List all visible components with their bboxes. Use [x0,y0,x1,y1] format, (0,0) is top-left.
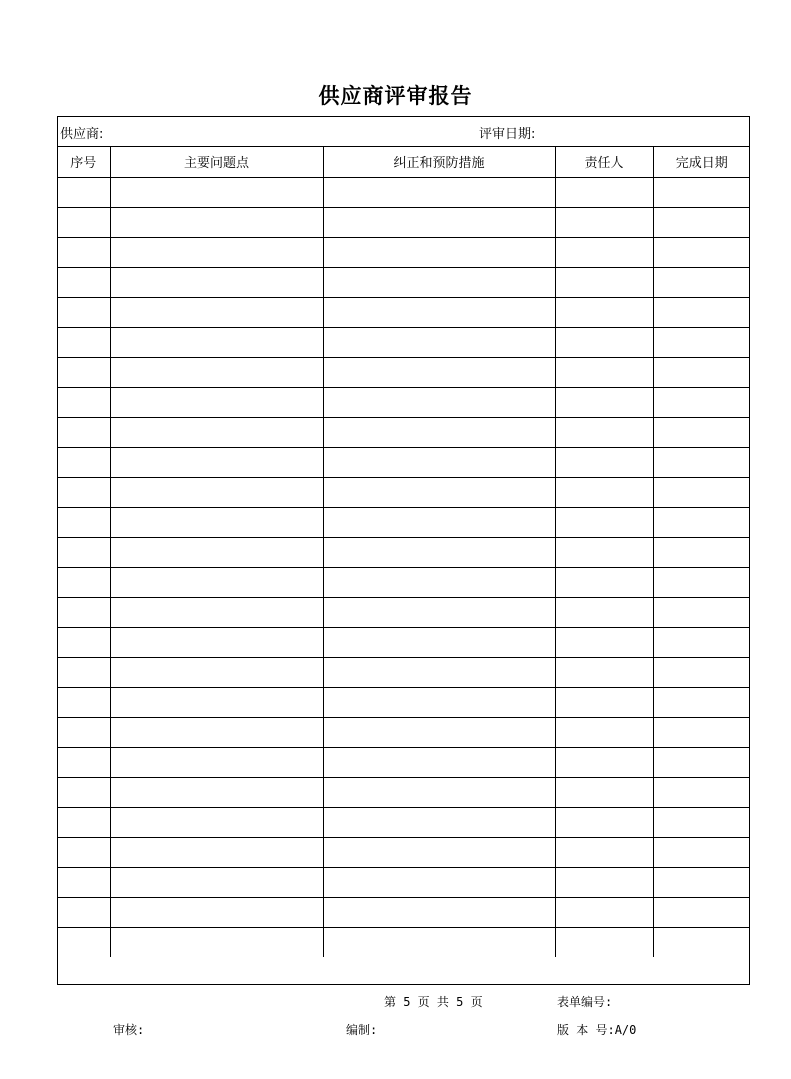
cell-responsible[interactable] [555,567,653,597]
cell-completion-date[interactable] [653,417,750,447]
cell-seq[interactable] [57,657,110,687]
cell-completion-date[interactable] [653,807,750,837]
cell-seq[interactable] [57,897,110,927]
cell-seq[interactable] [57,477,110,507]
cell-main-issue[interactable] [110,237,323,267]
table-row [57,417,750,447]
cell-corrective-action[interactable] [323,747,555,777]
cell-completion-date[interactable] [653,357,750,387]
version-label-text: 版 本 号: [557,1023,615,1037]
table-row [57,537,750,567]
table-row [57,687,750,717]
cell-completion-date[interactable] [653,717,750,747]
cell-corrective-action[interactable] [323,537,555,567]
cell-seq[interactable] [57,357,110,387]
cell-completion-date[interactable] [653,237,750,267]
table-row [57,447,750,477]
cell-completion-date[interactable] [653,687,750,717]
cell-corrective-action[interactable] [323,327,555,357]
cell-corrective-action[interactable] [323,177,555,207]
table-row [57,777,750,807]
cell-main-issue[interactable] [110,897,323,927]
table-row [57,867,750,897]
cell-main-issue[interactable] [110,267,323,297]
cell-main-issue[interactable] [110,207,323,237]
cell-seq[interactable] [57,717,110,747]
cell-responsible[interactable] [555,777,653,807]
cell-completion-date[interactable] [653,927,750,957]
cell-responsible[interactable] [555,627,653,657]
cell-responsible[interactable] [555,267,653,297]
cell-seq[interactable] [57,837,110,867]
table-row [57,387,750,417]
cell-main-issue[interactable] [110,387,323,417]
table-row [57,327,750,357]
cell-main-issue[interactable] [110,777,323,807]
cell-seq[interactable] [57,927,110,957]
table-row [57,267,750,297]
cell-main-issue[interactable] [110,717,323,747]
cell-main-issue[interactable] [110,177,323,207]
cell-main-issue[interactable] [110,297,323,327]
cell-corrective-action[interactable] [323,507,555,537]
cell-corrective-action[interactable] [323,297,555,327]
cell-completion-date[interactable] [653,477,750,507]
table-row [57,657,750,687]
cell-completion-date[interactable] [653,387,750,417]
table-row [57,597,750,627]
cell-main-issue[interactable] [110,357,323,387]
cell-responsible[interactable] [555,807,653,837]
table-row [57,297,750,327]
table-row [57,357,750,387]
cell-main-issue[interactable] [110,447,323,477]
supplier-label: 供应商: [60,127,104,142]
cell-completion-date[interactable] [653,507,750,537]
review-date-label: 评审日期: [479,127,536,142]
header-responsible: 责任人 [555,147,653,177]
cell-main-issue[interactable] [110,507,323,537]
cell-main-issue[interactable] [110,657,323,687]
cell-main-issue[interactable] [110,327,323,357]
cell-seq[interactable] [57,207,110,237]
cell-responsible[interactable] [555,657,653,687]
cell-corrective-action[interactable] [323,927,555,957]
cell-responsible[interactable] [555,327,653,357]
cell-responsible[interactable] [555,297,653,327]
cell-responsible[interactable] [555,897,653,927]
cell-responsible[interactable] [555,447,653,477]
cell-responsible[interactable] [555,237,653,267]
page-info: 第 5 页 共 5 页 [384,995,483,1009]
cell-seq[interactable] [57,297,110,327]
cell-completion-date[interactable] [653,777,750,807]
cell-responsible[interactable] [555,387,653,417]
cell-corrective-action[interactable] [323,567,555,597]
cell-responsible[interactable] [555,717,653,747]
table-row [57,477,750,507]
cell-seq[interactable] [57,807,110,837]
cell-corrective-action[interactable] [323,717,555,747]
cell-corrective-action[interactable] [323,777,555,807]
cell-seq[interactable] [57,237,110,267]
cell-completion-date[interactable] [653,267,750,297]
cell-completion-date[interactable] [653,837,750,867]
table-row [57,807,750,837]
cell-main-issue[interactable] [110,837,323,867]
form-number-label: 表单编号: [557,995,613,1009]
cell-responsible[interactable] [555,357,653,387]
cell-seq[interactable] [57,747,110,777]
cell-responsible[interactable] [555,417,653,447]
cell-main-issue[interactable] [110,417,323,447]
cell-corrective-action[interactable] [323,687,555,717]
header-seq: 序号 [57,147,110,177]
cell-seq[interactable] [57,537,110,567]
header-corrective-action: 纠正和预防措施 [323,147,555,177]
cell-responsible[interactable] [555,507,653,537]
cell-seq[interactable] [57,447,110,477]
cell-responsible[interactable] [555,927,653,957]
cell-completion-date[interactable] [653,747,750,777]
cell-corrective-action[interactable] [323,867,555,897]
cell-completion-date[interactable] [653,897,750,927]
cell-corrective-action[interactable] [323,897,555,927]
cell-corrective-action[interactable] [323,267,555,297]
cell-main-issue[interactable] [110,627,323,657]
cell-main-issue[interactable] [110,537,323,567]
cell-corrective-action[interactable] [323,597,555,627]
header-completion-date: 完成日期 [653,147,750,177]
table-row [57,627,750,657]
cell-corrective-action[interactable] [323,207,555,237]
cell-seq[interactable] [57,567,110,597]
cell-main-issue[interactable] [110,477,323,507]
cell-corrective-action[interactable] [323,447,555,477]
cell-seq[interactable] [57,777,110,807]
cell-completion-date[interactable] [653,867,750,897]
cell-seq[interactable] [57,417,110,447]
cell-completion-date[interactable] [653,297,750,327]
cell-completion-date[interactable] [653,537,750,567]
cell-seq[interactable] [57,177,110,207]
cell-seq[interactable] [57,867,110,897]
cell-responsible[interactable] [555,837,653,867]
cell-main-issue[interactable] [110,687,323,717]
version-label [557,1021,636,1038]
cell-main-issue[interactable] [110,747,323,777]
cell-responsible[interactable] [555,687,653,717]
table-row [57,897,750,927]
cell-corrective-action[interactable] [323,657,555,687]
cell-corrective-action[interactable] [323,417,555,447]
cell-completion-date[interactable] [653,657,750,687]
info-row [57,116,750,147]
cell-seq[interactable] [57,327,110,357]
cell-completion-date[interactable] [653,327,750,357]
table-row [57,507,750,537]
cell-completion-date[interactable] [653,177,750,207]
table-row [57,207,750,237]
table-row [57,837,750,867]
cell-completion-date[interactable] [653,597,750,627]
cell-completion-date[interactable] [653,207,750,237]
cell-corrective-action[interactable] [323,357,555,387]
report-title: 供应商评审报告 [318,83,473,108]
table-row [57,717,750,747]
cell-seq[interactable] [57,267,110,297]
cell-corrective-action[interactable] [323,807,555,837]
cell-corrective-action[interactable] [323,237,555,267]
cell-main-issue[interactable] [110,807,323,837]
table-header-row [57,147,750,177]
cell-responsible[interactable] [555,477,653,507]
cell-main-issue[interactable] [110,927,323,957]
cell-seq[interactable] [57,687,110,717]
cell-responsible[interactable] [555,537,653,567]
cell-seq[interactable] [57,597,110,627]
cell-main-issue[interactable] [110,597,323,627]
cell-responsible[interactable] [555,177,653,207]
cell-main-issue[interactable] [110,867,323,897]
table-row [57,927,750,957]
cell-completion-date[interactable] [653,447,750,477]
header-main-issue: 主要问题点 [110,147,323,177]
cell-responsible[interactable] [555,867,653,897]
table-body [57,177,750,957]
table-row [57,567,750,597]
table-row [57,237,750,267]
table-row [57,747,750,777]
cell-corrective-action[interactable] [323,477,555,507]
editor-label: 编制: [346,1023,378,1037]
cell-corrective-action[interactable] [323,627,555,657]
cell-completion-date[interactable] [653,627,750,657]
cell-responsible[interactable] [555,597,653,627]
cell-responsible[interactable] [555,747,653,777]
cell-seq[interactable] [57,507,110,537]
reviewer-label: 审核: [113,1023,145,1037]
table-row [57,177,750,207]
cell-seq[interactable] [57,387,110,417]
cell-responsible[interactable] [555,207,653,237]
cell-seq[interactable] [57,627,110,657]
cell-main-issue[interactable] [110,567,323,597]
cell-corrective-action[interactable] [323,837,555,867]
cell-corrective-action[interactable] [323,387,555,417]
cell-completion-date[interactable] [653,567,750,597]
review-table [57,147,750,957]
version-value: A/0 [614,1023,637,1037]
